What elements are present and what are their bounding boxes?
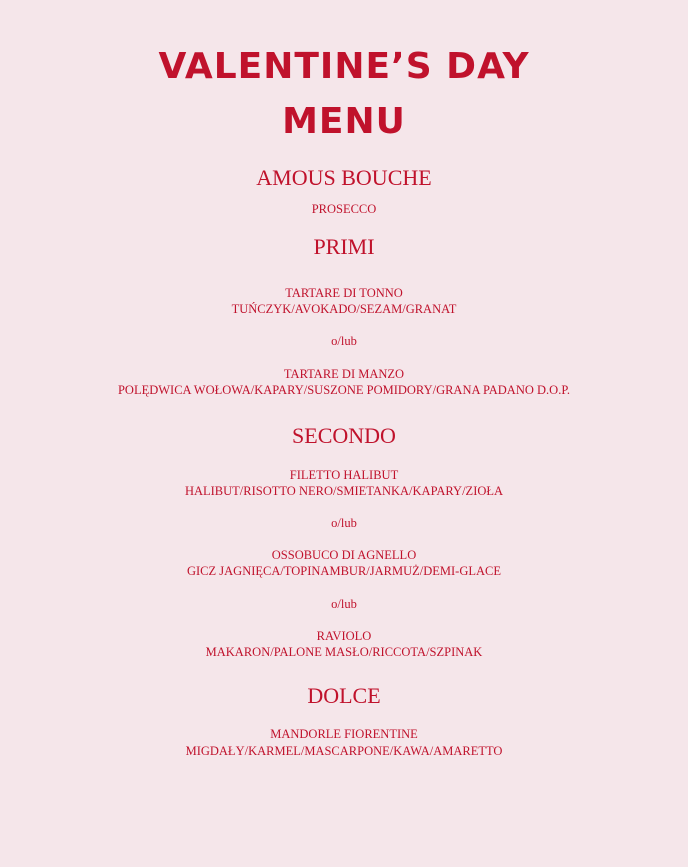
section-heading-dolce: DOLCE — [307, 683, 381, 708]
secondo-dish3-name: RAVIOLO — [316, 629, 372, 643]
menu-title-line2: MENU — [282, 101, 406, 142]
primi-dish2-name: TARTARE DI MANZO — [283, 367, 405, 381]
primi-or: o/lub — [331, 334, 357, 348]
menu-title-line1: VALENTINE’S DAY — [158, 46, 530, 87]
dolce-dish1-desc: MIGDAŁY/KARMEL/MASCARPONE/KAWA/AMARETTO — [185, 744, 503, 758]
primi-dish1-desc: TUŃCZYK/AVOKADO/SEZAM/GRANAT — [231, 302, 457, 316]
secondo-dish1-name: FILETTO HALIBUT — [289, 468, 399, 482]
secondo-or-2: o/lub — [331, 597, 357, 611]
secondo-dish1-desc: HALIBUT/RISOTTO NERO/SMIETANKA/KAPARY/ZIOŁA — [184, 484, 504, 498]
secondo-or-1: o/lub — [331, 516, 357, 530]
primi-dish1-name: TARTARE DI TONNO — [285, 286, 403, 300]
secondo-dish2-name: OSSOBUCO DI AGNELLO — [271, 548, 417, 562]
secondo-dish3-desc: MAKARON/PALONE MASŁO/RICCOTA/SZPINAK — [205, 645, 483, 659]
section-heading-secondo: SECONDO — [292, 423, 396, 448]
primi-dish2-desc: POLĘDWICA WOŁOWA/KAPARY/SUSZONE POMIDORY/GRANA PADANO D.O.P. — [117, 383, 571, 397]
section-heading-primi: PRIMI — [313, 234, 375, 259]
secondo-dish2-desc: GICZ JAGNIĘCA/TOPINAMBUR/JARMUŻ/DEMI-GLACE — [186, 564, 501, 578]
dolce-dish1-name: MANDORLE FIORENTINE — [270, 727, 418, 741]
section-heading-amuse: AMOUS BOUCHE — [256, 165, 432, 190]
amuse-item: PROSECCO — [311, 202, 377, 216]
